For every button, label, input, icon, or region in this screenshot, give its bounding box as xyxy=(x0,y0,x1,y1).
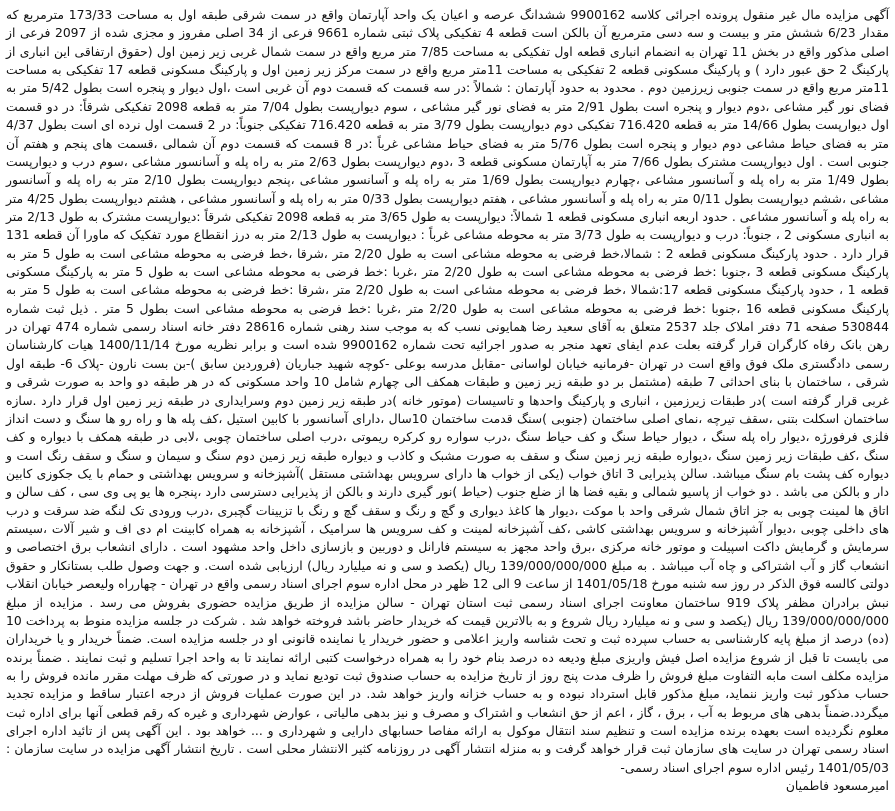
auction-notice-text: آگهی مزایده مال غیر منقول پرونده اجرائی کلاسه 9900162 ششدانگ عرصه و اعیان یک واحد آپارتمان واقع در سمت شرقی طبقه اول به مساحت 173/33 مترمربع که مقدار 6/23 ششش متر و بیست و سه دسی مترمربع آن بالکن است قطعه 4 تفکیکی پلاک ثبتی شماره 9661 فرعی از 34 اصلی مفروز و مجزی شده از 2097 فرعی از اصلی مذکور واقع در بخش 11 تهران به انضمام انباری قطعه اول تفکیکی به مساحت 7/85 متر مربع واقع در سمت شمال غربی زیر زمین اول (حقوق ارتفاقی این انباری از پارکینگ 2 حق عبور دارد ) و پارکینگ مسکونی قطعه 2 تفکیکی به مساحت 11متر مربع واقع در سمت مرکز زیر زمین اول و پارکینگ مسکونی قطعه 17 تفکیکی به مساحت 11متر مربع واقع در سمت جنوبی زیرزمین دوم . محدود به حدود آپارتمان : شمالاً :در سه قسمت که قسمت دوم آن غربی است ،اول دیوار و پنجره است بطول 5/42 متر به فضای نور گیر مشاعی ،دوم دیوار و پنجره است بطول 2/91 متر به فضای نور گیر مشاعی ، سوم دیوارپست بطول 7/04 متر به قطعه 2098 تفکیکی شرقاً: در دو قسمت اول دیوارپست بطول 14/66 متر به قطعه 716.420 تفکیکی دوم دیوارپست بطول 3/79 متر به قطعه 716.420 تفکیکی جنوباً: در 2 قسمت اول نرده ای است بطول 4/37 متر به فضای حیاط مشاعی دوم دیوار و پنجره است بطول 5/76 متر به فضای حیاط مشاعی غرباً :در 8 قسمت که قسمت دوم آن شمالی ،قسمت های پنجم و هفتم آن جنوبی است . اول دیوارپست مشترک بطول 7/66 متر به آپارتمان مسکونی قطعه 3 ،دوم دیوارپست بطول 2/63 متر به راه پله و آسانسور مشاعی ،سوم درب و دیوارپست بطول 1/49 متر به راه پله و آسانسور مشاعی ،چهارم دیوارپست بطول 1/69 متر به راه پله و آسانسور مشاعی ،پنجم دیوارپست بطول 2/10 متر به راه پله و آسانسور مشاعی ،ششم دیوارپست بطول 0/11 متر به راه پله و آسانسور مشاعی ، هفتم دیوارپست بطول 0/33 متر به راه پله و آسانسور مشاعی ، هشتم دیوارپست بطول 4/25 متر به راه پله و آسانسور مشاعی . حدود اربعه انباری مسکونی قطعه 1 شمالاً: دیوارپست به طول 3/65 متر به قطعه 2098 تفکیکی شرقاً :دیوارپست مشترک به طول 2/13 متر به انباری مسکونی 2 ، جنوباً: درب و دیوارپست به طول 3/73 متر به محوطه مشاعی غرباً : دیوارپست به طول 2/13 متر به درز انقطاع مورد تفکیک که ماورا آن قطعه 131 قرار دارد . حدود پارکینگ مسکونی قطعه 2 : شمالا،خط فرضی به محوطه مشاعی است به طول 2/20 متر ،شرقا ،خط فرضی به محوطه مشاعی است به طول 5 متر به پارکینگ مسکونی قطعه 3 ،جنوبا :خط فرضی به محوطه مشاعی است به طول 2/20 متر ،غربا :خط فرضی به محوطه مشاعی است به طول 5 متر به پارکینگ مسکونی قطعه 1 ، حدود پارکینگ مسکونی قطعه 17:شمالا ،خط فرضی به محوطه مشاعی است به طول 2/20 متر ،شرقا :خط فرضی به محوطه مشاعی است به طول 5 متر به پارکینگ مسکونی قطعه 16 ،جنوبا :خط فرضی به محوطه مشاعی است به طول 2/20 متر ،غربا :خط فرضی به محوطه مشاعی است بطول 5 متر . ذیل ثبت شماره 530844 صفحه 71 دفتر املاک جلد 2537 متعلق به آقای سعید رضا همایونی نسب که به موجب سند رهنی شماره 28616 دفتر خانه اسناد رسمی شماره 474 تهران در رهن بانک رفاه کارگران قرار گرفته بعلت عدم ایفای تعهد منجر به صدور اجرائیه تحت شماره 9900162 شده است و برابر نظریه مورخ 1400/11/14 هیات کارشناسان رسمی دادگستری ملک فوق واقع است در تهران -فرمانیه خیابان لواسانی -مقابل مدرسه بوعلی -کوچه شهید جباریان (فروردین سابق )-بن بست نارون -پلاک 6- طبقه اول شرقی ، ساختمان با بنای احداثی 7 طبقه (مشتمل بر دو طبقه زیر زمین و طبقات همکف الی چهارم شامل 10 واحد مسکونی که در هر طبقه دو واحد به صورت شرقی و غربی قرار گرفته است )در طبقات زیرزمین ، انباری و پارکینگ واحدها و تاسیسات (موتور خانه )در طبقه زیر زمین دوم وسرایداری در طبقه زیر زمین اول قرار دارد .سازه ساختمان اسکلت بتنی ،سقف تیرچه ،نمای اصلی ساختمان (جنوبی )سنگ قدمت ساختمان 10سال ،دارای آسانسور با کابین استیل ،کف پله ها و راه رو ها سنگ و دست انداز فلزی فرفورژه ،دیوار راه پله سنگ ، دیوار حیاط سنگ و کف حیاط سنگ ،درب سواره رو کرکره ریموتی ،درب اصلی ساختمان چوبی ،لابی در طبقه همکف با دیواره و کف سنگ ،کف طبقات زیر زمین سنگ ،دیواره طبقه زیر زمین سنگ و سقف به صورت مشبک و کاذب و دیواره طبقه زیر زمین دوم سنگ و سیمان و سنگ و سقف رنگ است و دیواره کف پشت بام سنگ میباشد. سالن پذیرایی 3 اتاق خواب (یکی از خواب ها دارای سرویس بهداشتی مستقل )آشپزخانه و سرویس بهداشتی و حمام با یک جکوزی کابین دار و بالکن می باشد . دو خواب از پاسیو شمالی و بقیه فضا ها از ضلع جنوب (حیاط )نور گیری دارند و بالکن از پذیرایی دسترسی دارد ،پنجره ها یو پی وی سی ، کف سالن و اتاق ها لمینت چوبی به جز اتاق شمال شرقی واحد با موکت ،دیوار ها کاغذ دیواری و گچ و رنگ و سقف گچ و رنگ با تزیینات گچبری ،درب ورودی تک لنگه ضد سرقت و درب های داخلی چوبی ،دیوار آشپزخانه و سرویس بهداشتی کاشی ،کف آشپزخانه لمینت و کف سرویس ها سرامیک ، آشپزخانه به همراه کابینت ام دی اف و شیر آلات ،سیستم سرمایش و گرمایش داکت اسپیلت و موتور خانه مرکزی ،برق واحد مجهز به سیستم فارانل و دوربین و بازسازی داخل واحد مشهود است . دارای انشعاب برق اختصاصی و انشعاب گاز و آب اشتراکی و چاه آب میباشد . به مبلغ 139/000/000/000 ریال (یکصد و سی و نه میلیارد ریال) ارزیابی شده است. و جهت وصول طلب بستانکار و حقوق دولتی کالسه فوق الذکر در روز سه شنبه مورخ 1401/05/18 از ساعت 9 الی 12 ظهر در محل اداره سوم اجرای اسناد رسمی واقع در تهران - چهارراه ولیعصر خیابان انقلاب نبش برادران مظفر پلاک 919 ساختمان معاونت اجرای اسناد رسمی ثبت استان تهران - سالن مزایده از طریق مزایده حضوری بفروش می رسد . مزایده از مبلغ 139/000/000/000 ریال (یکصد و سی و نه میلیارد ریال شروع و به بالاترین قیمت که خریدار حاضر باشد فروخته خواهد شد . شرکت در جلسه مزایده منوط به پرداخت 10 (ده) درصد از مبلغ پایه کارشناسی به حساب سپرده ثبت و تحت شناسه واریز اعلامی و حضور خریدار یا نماینده قانونی او در جلسه مزایده است. ضمناً خریدار و یا خریداران می بایست تا قبل از شروع مزایده اصل فیش واریزی مبلغ ودیعه ده درصد بنام خود را به همراه درخواست کتبی ارائه نمایند تا به واحد اجرا تسلیم و ثبت نمایند . ضمناً برنده مزایده مکلف است مابه التفاوت مبلغ فروش را ظرف مدت پنج روز از تاریخ مزایده به حساب صندوق ثبت تودیع نماید و در صورتی که ظرف مهلت مقرر مانده فروش را به حساب مذکور ثبت واریز ننماید، مبلغ مذکور قابل استرداد نبوده و به حساب خزانه واریز خواهد شد. در این صورت عملیات فروش از درجه اعتبار ساقط و مزایده تجدید میگردد.ضمناً بدهی های مربوط به آب ، برق ، گاز ، اعم از حق انشعاب و اشتراک و مصرف و نیز بدهی مالیاتی ، عوارض شهرداری و غیره که رقم قطعی آنها برای اداره ثبت معلوم نگردیده است بعهده برنده مزایده است و تنظیم سند انتقال موکول به ارائه مفاصا حسابهای دارایی و شهرداری و ... خواهد بود . این آگهی پس از تائید اداره اجرای اسناد رسمی تهران در سایت های سازمان ثبت قرار خواهد گرفت و به منزله انتشار آگهی در روزنامه کثیر الانتشار محلی است . تاریخ انتشار آگهی مزایده در سایت سازمان : 1401/05/03 رئیس اداره سوم اجرای اسناد رسمی- xyxy=(6,8,890,775)
signatory-name: امیرمسعود فاطمیان xyxy=(785,779,889,794)
